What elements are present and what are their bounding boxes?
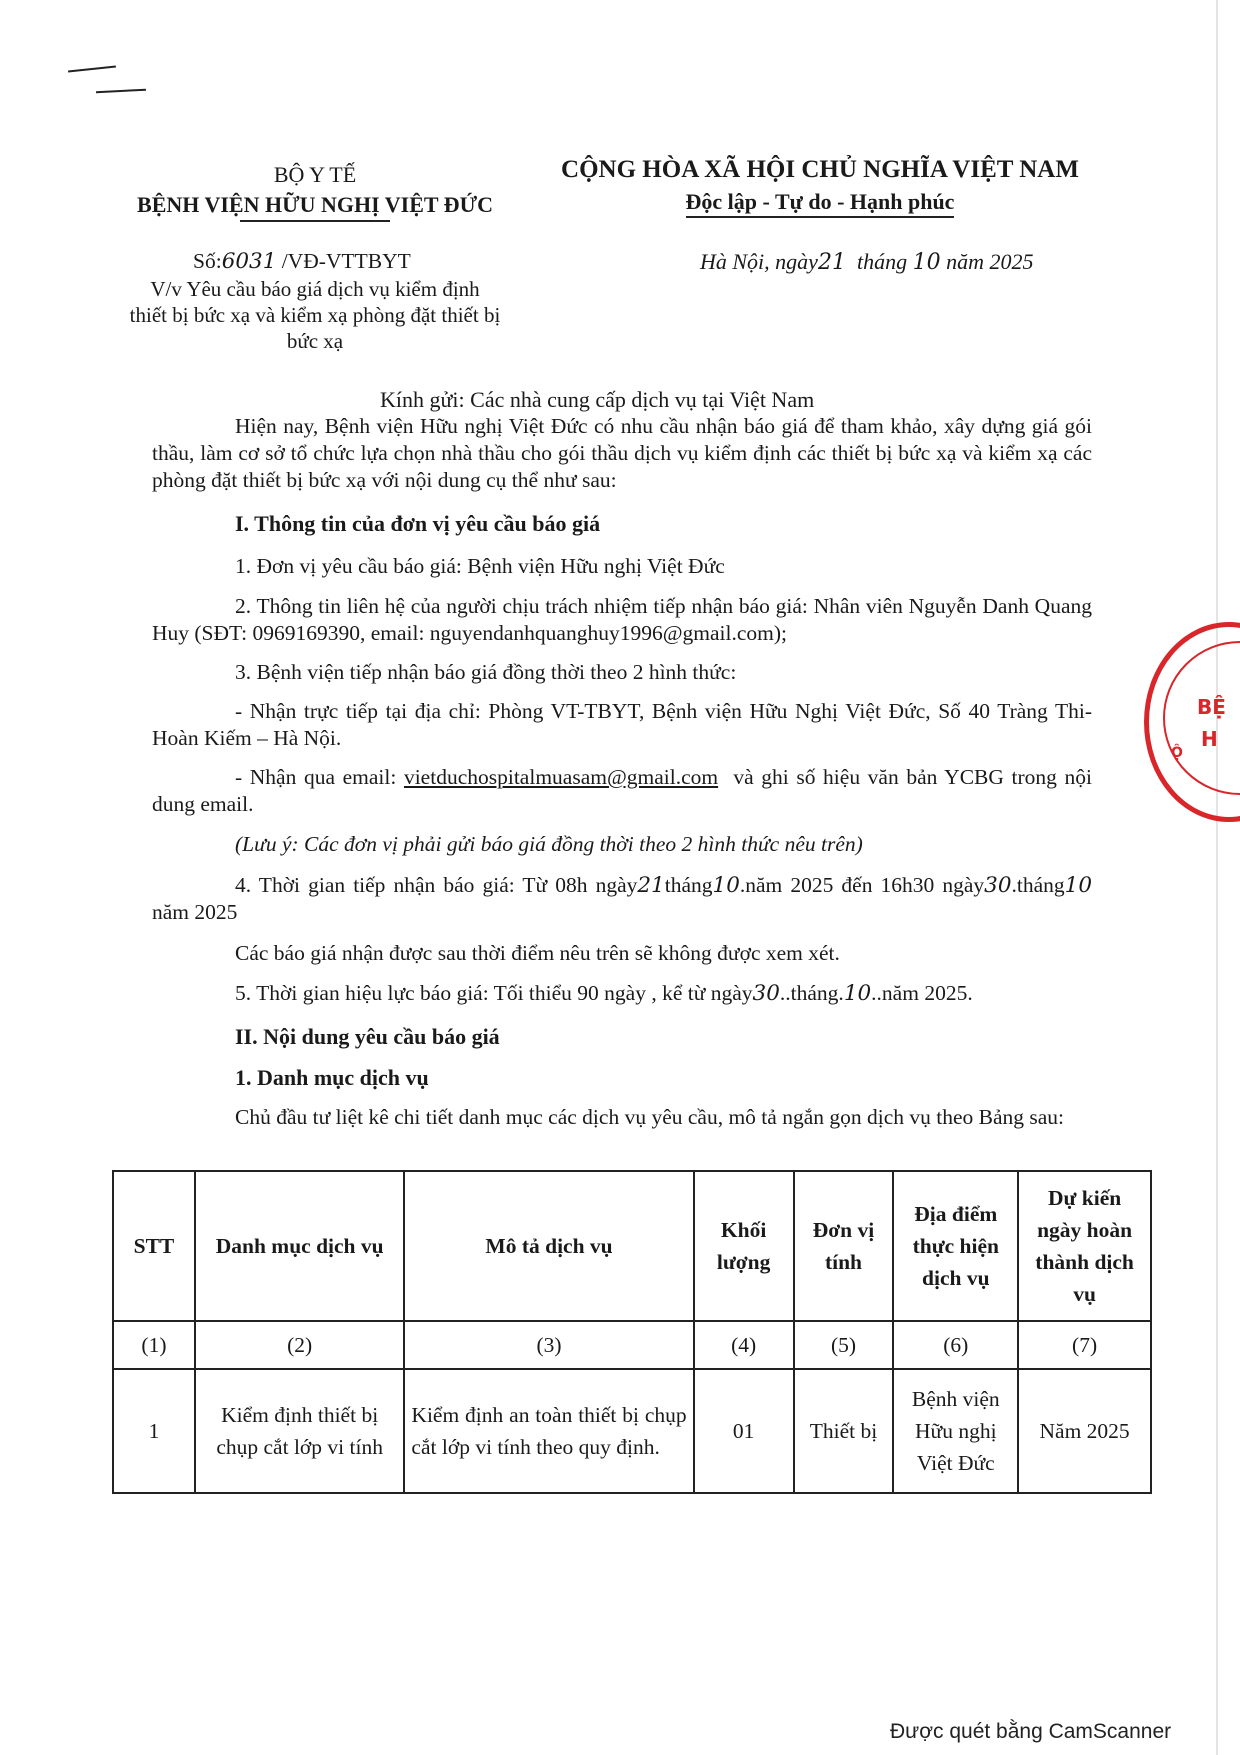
- item-4-month2: 10: [1064, 873, 1093, 898]
- motto: Độc lập - Tự do - Hạnh phúc: [686, 189, 955, 218]
- item-3b: [152, 764, 1092, 818]
- page-edge: [1216, 0, 1218, 1755]
- subject-line: bức xạ: [286, 329, 344, 353]
- item-4-day2: 30: [984, 873, 1012, 898]
- item-4-month1: 10: [712, 873, 740, 898]
- item-5-month: 10: [843, 981, 872, 1006]
- doc-number-prefix: Số:: [193, 249, 222, 273]
- scan-mark: [68, 65, 116, 72]
- table-header: Mô tả dịch vụ: [404, 1171, 693, 1321]
- date-month: 10: [912, 250, 941, 275]
- table-cell: Thiết bị: [794, 1369, 894, 1493]
- item-4: [152, 872, 1092, 926]
- intro-paragraph: Hiện nay, Bệnh viện Hữu nghị Việt Đức có nhu cầu nhận báo giá để tham khảo, xây dựng giá gói thầu, làm cơ sở tổ chức lựa chọn nhà thầu cho gói thầu dịch vụ kiểm định các thiết bị bức xạ và kiểm xạ các phòng đặt thiết bị bức xạ với nội dung cụ thể như sau:: [152, 414, 1092, 492]
- table-cell: Kiểm định thiết bị chụp cắt lớp vi tính: [195, 1369, 405, 1493]
- table-header: Khối lượng: [694, 1171, 794, 1321]
- table-header: Dự kiến ngày hoàn thành dịch vụ: [1018, 1171, 1151, 1321]
- item-4-text: .tháng: [1011, 873, 1065, 897]
- item-5-text: 5. Thời gian hiệu lực báo giá: Tối thiểu 90 ngày , kể từ ngày: [235, 981, 753, 1005]
- item-5-day: 30: [752, 981, 780, 1006]
- table-row: [113, 1369, 1151, 1493]
- hospital-name-text: BỆNH VIỆN HỮU NGHỊ VIỆT ĐỨC: [137, 192, 493, 217]
- stamp-text: BỆ: [1197, 695, 1226, 719]
- item-5-text: ..tháng.: [779, 981, 844, 1005]
- doc-date: [700, 249, 1033, 275]
- date-prefix: Hà Nội, ngày: [700, 249, 818, 274]
- table-cell: 1: [113, 1369, 195, 1493]
- column-number: (3): [404, 1321, 693, 1369]
- table-cell: Năm 2025: [1018, 1369, 1151, 1493]
- hospital-name: [100, 190, 530, 220]
- item-3b-prefix: - Nhận qua email:: [235, 765, 397, 789]
- item-4-text: 4. Thời gian tiếp nhận báo giá: Từ 08h ngày: [235, 873, 638, 897]
- item-4-day1: 21: [637, 873, 665, 898]
- item-3: 3. Bệnh viện tiếp nhận báo giá đồng thời theo 2 hình thức:: [235, 660, 737, 684]
- column-number: (6): [893, 1321, 1018, 1369]
- ministry-name: BỘ Y TẾ: [273, 162, 357, 187]
- table-column-number-row: [113, 1321, 1151, 1369]
- item-2: 2. Thông tin liên hệ của người chịu trách nhiệm tiếp nhận báo giá: Nhân viên Nguyễn Danh Quang Huy (SĐT: 0969169390, email: nguyendanhquanghuy1996@gmail.com);: [152, 594, 1092, 645]
- date-day: 21: [817, 250, 846, 275]
- date-year: năm 2025: [946, 249, 1034, 274]
- subject-line: thiết bị bức xạ và kiểm xạ phòng đặt thiết bị: [129, 303, 501, 327]
- item-4-text: .năm 2025 đến 16h30 ngày: [739, 873, 985, 897]
- item-3a: - Nhận trực tiếp tại địa chỉ: Phòng VT-TBYT, Bệnh viện Hữu Nghị Việt Đức, Số 40 Tràng Thi- Hoàn Kiếm – Hà Nội.: [152, 699, 1092, 750]
- header-left: [100, 160, 530, 222]
- item-5: [152, 980, 1092, 1007]
- subject-line: V/v Yêu cầu báo giá dịch vụ kiểm định: [150, 277, 480, 301]
- item-4-text: năm 2025: [152, 900, 238, 924]
- header-right: [540, 154, 1100, 218]
- table-cell: Bệnh viện Hữu nghị Việt Đức: [893, 1369, 1018, 1493]
- section-2-title: II. Nội dung yêu cầu báo giá: [235, 1024, 500, 1049]
- red-stamp: [1144, 622, 1240, 822]
- table-header-row: [113, 1171, 1151, 1321]
- greeting: Kính gửi: Các nhà cung cấp dịch vụ tại Việt Nam: [380, 387, 815, 412]
- motto-wrap: [540, 186, 1100, 218]
- doc-number: [193, 249, 411, 274]
- republic-title: CỘNG HÒA XÃ HỘI CHỦ NGHĨA VIỆT NAM: [561, 156, 1079, 183]
- item-4-text: tháng: [664, 873, 713, 897]
- column-number: (2): [195, 1321, 405, 1369]
- table-cell: 01: [694, 1369, 794, 1493]
- column-number: (7): [1018, 1321, 1151, 1369]
- table-header: STT: [113, 1171, 195, 1321]
- stamp-text: Ộ: [1171, 745, 1183, 761]
- table-header: Danh mục dịch vụ: [195, 1171, 405, 1321]
- item-1: 1. Đơn vị yêu cầu báo giá: Bệnh viện Hữu nghị Việt Đức: [235, 554, 725, 578]
- late-notice: Các báo giá nhận được sau thời điểm nêu trên sẽ không được xem xét.: [235, 941, 840, 965]
- doc-number-value: 6031: [221, 249, 277, 274]
- email-link[interactable]: vietduchospitalmuasam@gmail.com: [403, 765, 719, 789]
- section-1-title: I. Thông tin của đơn vị yêu cầu báo giá: [235, 511, 601, 536]
- date-month-label: tháng: [856, 249, 908, 274]
- subsection-1-title: 1. Danh mục dịch vụ: [235, 1065, 429, 1090]
- header-underline: [240, 220, 390, 222]
- item-5-text: ..năm 2025.: [871, 981, 973, 1005]
- camscanner-footer: Được quét bằng CamScanner: [890, 1720, 1172, 1743]
- subsection-1-text: Chủ đầu tư liệt kê chi tiết danh mục các dịch vụ yêu cầu, mô tả ngắn gọn dịch vụ theo Bảng sau:: [235, 1105, 1065, 1129]
- table-header: Đơn vị tính: [794, 1171, 894, 1321]
- column-number: (4): [694, 1321, 794, 1369]
- table-header: Địa điểm thực hiện dịch vụ: [893, 1171, 1018, 1321]
- note: (Lưu ý: Các đơn vị phải gửi báo giá đồng thời theo 2 hình thức nêu trên): [235, 832, 863, 856]
- services-table: [112, 1170, 1152, 1494]
- table-cell: Kiểm định an toàn thiết bị chụp cắt lớp vi tính theo quy định.: [404, 1369, 693, 1493]
- column-number: (5): [794, 1321, 894, 1369]
- doc-subject: [100, 276, 530, 354]
- item-3b-suffix: và ghi số hiệu văn bản YCBG trong nội dung email.: [152, 765, 1092, 816]
- doc-number-suffix: /VĐ-VTTBYT: [281, 249, 411, 273]
- column-number: (1): [113, 1321, 195, 1369]
- stamp-text: H: [1201, 727, 1218, 751]
- scan-mark: [96, 89, 146, 94]
